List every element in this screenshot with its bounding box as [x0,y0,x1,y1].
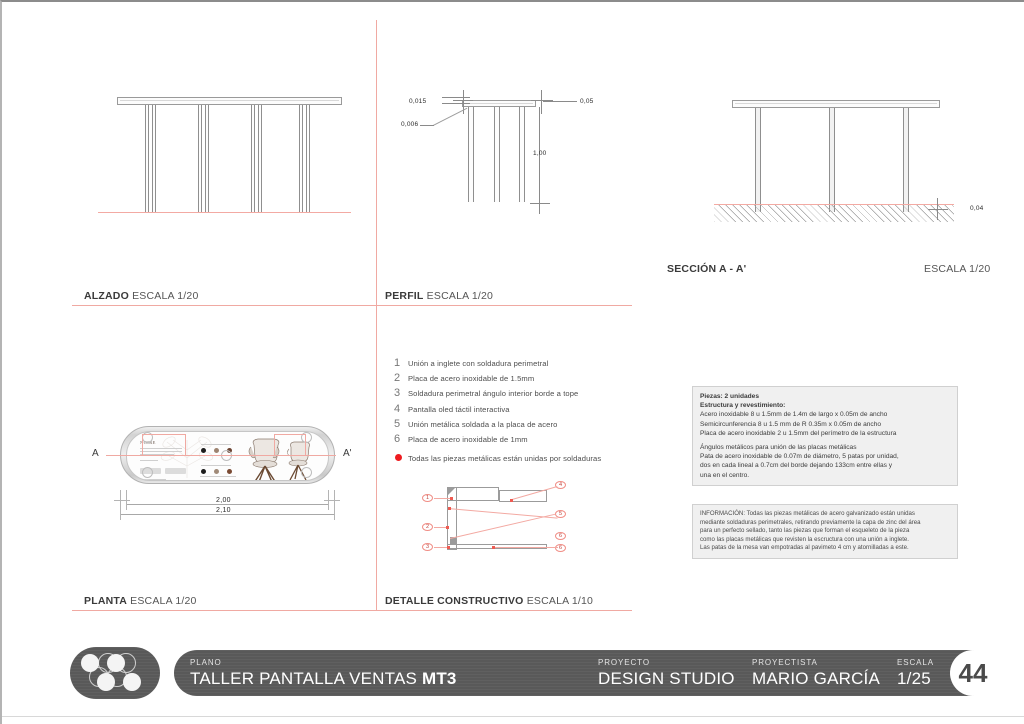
planta-brand-text: NOIRE [140,440,156,445]
caption-planta-name: PLANTA [84,595,128,607]
planta-swatch-row2-label [201,465,231,466]
proyecto-value: DESIGN STUDIO [598,669,735,688]
logo-circle [97,673,115,691]
detalle-top-box [447,487,499,501]
plano-value-main: TALLER PANTALLA VENTAS [190,669,422,688]
legend-item [394,403,634,415]
caption-seccion-name: SECCIÓN A - A' [667,263,747,275]
perfil-leg-3 [519,107,525,202]
spec-line: Semicircunferencia 8 u 1.5 mm de R 0.35m x 0.05m de ancho [700,420,882,428]
seccion-crosshair-h [928,209,948,210]
perfil-dimline-right [543,101,577,102]
perfil-crosshair-left-h [453,100,473,101]
dim-planta-inner: 2,00 [216,497,231,504]
planta-color-swatch [201,469,206,474]
seccion-tabletop-line [735,103,937,104]
logo-circle [123,673,141,691]
section-mark-a-prime: A' [343,448,352,459]
info-line: para un perfecto sellado, tanto las piezas que forman el esqueleto de la pieza [700,527,910,535]
info-line: como las placas metálicas que revisten la escructura con una unión a inglete. [700,535,909,543]
planta-color-swatch [214,448,219,453]
detalle-callout-4: 4 [555,481,566,489]
legend-item-label: Soldadura perimetral ángulo interior borde a tope [408,389,579,399]
info-line: Las patas de la mesa van empotradas al pavimeto 4 cm y atornilladas a este. [700,544,909,552]
legend-note-row [394,448,634,466]
alzado-leg-1b [152,105,156,213]
legend-item-label: Placa de acero inoxidable de 1.5mm [408,374,535,384]
caption-seccion [667,263,746,275]
alzado-leg-3b [258,105,262,213]
seccion-drawing [727,92,957,222]
legend-item-number: 6 [394,432,401,445]
planta-tick-left [114,500,130,501]
caption-detalle-scale: ESCALA 1/10 [526,595,594,607]
spec-line: dos en cada lineal a 0.7cm del borde dejando 133cm entre ellas y [700,462,893,470]
legend-item-number: 1 [394,357,401,369]
detalle-leader-3 [434,547,448,548]
proyectista-label: PROYECTISTA [752,658,818,667]
perfil-leg-1 [468,107,474,202]
detalle-point-2 [446,526,449,529]
caption-planta [84,595,197,607]
detalle-leader-6b [494,547,558,548]
plano-value [190,669,457,689]
guide-vertical-center-lower [376,305,377,610]
proyecto-label: PROYECTO [598,658,650,667]
caption-detalle-name: DETALLE CONSTRUCTIVO [385,595,524,607]
planta-leg-marker [142,467,153,478]
escala-value: 1/25 [897,669,931,688]
dim-perfil-top-thickness: 0,015 [409,98,427,105]
perfil-crosshair-right-v [541,90,542,114]
legend-item-label: Unión metálica soldada a la placa de acero [408,419,558,429]
plano-value-code: MT3 [421,669,457,688]
legend-item [394,387,634,399]
legend-note-label: Todas las piezas metálicas están unidas por soldaduras [408,454,602,464]
section-detail-box-right [274,434,306,456]
guide-vertical-center [376,20,377,305]
legend-item-label: Placa de acero inoxidable de 1mm [408,434,528,444]
seccion-leg-2 [829,108,835,212]
planta-text-line [140,460,158,461]
perfil-tabletop [462,100,536,107]
guide-horizontal-lower [72,610,632,611]
legend-item-label: Pantalla oled táctil interactiva [408,404,510,414]
seccion-leg-3 [903,108,909,212]
logo [70,647,160,699]
field-proyectista [752,658,880,689]
dim-perfil-right: 0,05 [580,98,594,105]
section-mark-a: A [92,448,99,459]
caption-perfil [385,290,493,302]
alzado-tabletop [117,97,342,105]
planta-color-swatch [201,448,206,453]
detalle-point-6 [492,546,495,549]
info-line: INFORMACIÓN: Todas las piezas metálicas de acero galvanizado están unidas [700,510,915,517]
caption-seccion-scale: ESCALA 1/20 [924,263,991,275]
legend-note-marker [394,448,408,466]
legend-item [394,357,634,369]
spec-line: Ángulos metálicos para unión de las placas metálicas [700,444,857,452]
section-detail-box-left [142,434,186,456]
dim-seccion-embed: 0,04 [970,205,984,212]
alzado-leg-2b [205,105,209,213]
detalle-point-3 [447,546,450,549]
alzado-leg-4b [306,105,310,213]
detalle-callout-6: 6 [555,532,566,540]
seccion-leg-1 [755,108,761,212]
plano-label: PLANO [190,658,222,667]
field-plano [190,658,457,689]
alzado-tabletop-line [120,100,339,101]
spec-line: Pata de acero inoxidable de 0.07m de diámetro, 5 patas por unidad, [700,453,899,461]
detalle-callout-1: 1 [422,494,433,502]
planta-text-line [140,479,166,480]
escala-label: ESCALA [897,658,934,667]
spec-line: Placa de acero inoxidable 2 u 1.5mm del perímetro de la estructura [700,429,897,437]
field-escala [897,658,934,689]
legend-item-label: Unión a inglete con soldadura perimetral [408,359,549,368]
perfil-tabletop-line [465,103,533,104]
caption-perfil-name: PERFIL [385,290,424,302]
sheet-bottom-border [2,716,1024,717]
dim-planta-outer: 2,10 [216,507,231,514]
legend-item [394,372,634,384]
alzado-ground-line [98,212,351,213]
spec-box [692,386,958,486]
planta-ext-right-2 [334,490,335,520]
planta-ui-button-2[interactable] [165,468,186,474]
seccion-tabletop [732,100,940,108]
spec-line: Estructura y revestimiento: [700,402,786,410]
caption-detalle [385,595,593,607]
sheet-number-badge: 44 [950,650,996,696]
planta-dimline-outer [120,514,334,515]
perfil-crosshair-bottom-h [530,203,550,204]
legend-item-number: 2 [394,372,401,385]
perfil-dimline-left-2 [442,103,470,104]
spec-line: una en el centro. [700,471,750,479]
logo-circle [107,654,125,672]
alzado-leg-4a [299,105,303,213]
detalle-point-4 [510,499,513,502]
info-line: mediante soldaduras perimetrales, retirando previamente la capa de zinc del área [700,518,921,526]
detalle-point-5 [448,507,451,510]
detalle-callout-5: 5 [555,510,566,518]
legend-item [394,418,634,430]
planta-swatch-row2-caption [200,476,236,477]
alzado-leg-3a [251,105,255,213]
legend-item-number: 4 [394,402,401,415]
legend-item [394,433,634,445]
detalle-callout-2: 2 [422,523,433,531]
perfil-dimline-left-1 [442,97,470,98]
detalle-point-1 [450,497,453,500]
alzado-leg-1a [145,105,149,213]
caption-alzado-name: ALZADO [84,290,129,302]
caption-alzado-scale: ESCALA 1/20 [132,290,199,302]
legend-list [394,357,634,469]
detalle-callout-3: 3 [422,543,433,551]
dim-perfil-plate: 0,006 [401,121,419,128]
planta-leg-marker [301,467,312,478]
perfil-leg-2 [494,107,500,202]
info-box [692,504,958,559]
planta-color-swatch [227,469,232,474]
field-proyecto [598,658,735,689]
detalle-callout-6b: 6 [555,544,566,552]
alzado-drawing [112,92,362,217]
guide-horizontal-upper [72,305,632,306]
legend-item-number: 5 [394,417,401,430]
legend-item-number: 3 [394,387,401,400]
planta-swatch-row1-label [201,444,231,445]
spec-line: Acero inoxidable 8 u 1.5mm de 1.4m de largo x 0.05m de ancho [700,411,888,419]
caption-alzado [84,290,199,302]
proyectista-value: MARIO GARCÍA [752,669,881,688]
red-dot-icon [395,454,402,461]
planta-dimline-inner [126,504,328,505]
dim-perfil-height: 1,00 [533,150,547,157]
caption-perfil-scale: ESCALA 1/20 [426,290,494,302]
logo-circle [81,654,99,672]
planta-color-swatch [214,469,219,474]
caption-planta-scale: ESCALA 1/20 [130,595,197,607]
spec-line: Piezas: 2 unidades [700,393,759,400]
alzado-leg-2a [198,105,202,213]
seccion-ground-hatch [714,205,954,222]
perfil-leader-plate-flat [420,125,434,126]
planta-tick-right [324,500,340,501]
planta-ext-left-2 [120,490,121,520]
